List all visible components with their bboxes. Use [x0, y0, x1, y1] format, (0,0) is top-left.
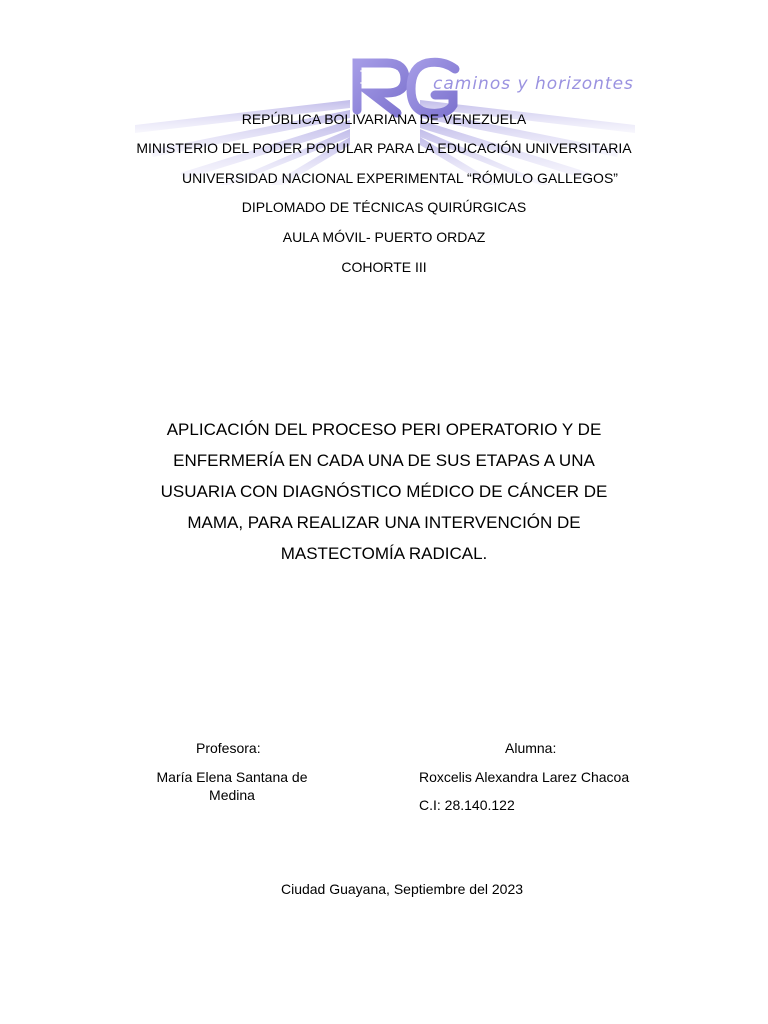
- title-line: APLICACIÓN DEL PROCESO PERI OPERATORIO Y DE: [166, 420, 602, 439]
- place-date: Ciudad Guayana, Septiembre del 2023: [280, 881, 524, 897]
- title-line: MASTECTOMÍA RADICAL.: [280, 544, 488, 563]
- header-country: REPÚBLICA BOLIVARIANA DE VENEZUELA: [241, 111, 527, 127]
- header-cohort: COHORTE III: [341, 259, 427, 275]
- title-line: USUARIA CON DIAGNÓSTICO MÉDICO DE CÁNCER DE: [160, 482, 608, 501]
- professor-name-line2: Medina: [209, 787, 255, 803]
- professor-name-line1: María Elena Santana de: [156, 769, 308, 785]
- header-classroom: AULA MÓVIL- PUERTO ORDAZ: [282, 229, 486, 245]
- professor-name: [132, 768, 332, 804]
- document-title: [160, 414, 608, 569]
- header-university: UNIVERSIDAD NACIONAL EXPERIMENTAL “RÓMULO GALLEGOS”: [182, 170, 618, 186]
- student-id: C.I: 28.140.122: [419, 797, 515, 813]
- header-ministry: MINISTERIO DEL PODER POPULAR PARA LA EDUCACIÓN UNIVERSITARIA: [136, 140, 632, 156]
- title-line: ENFERMERÍA EN CADA UNA DE SUS ETAPAS A UNA: [173, 451, 595, 470]
- header-program: DIPLOMADO DE TÉCNICAS QUIRÚRGICAS: [241, 199, 527, 215]
- title-line: MAMA, PARA REALIZAR UNA INTERVENCIÓN DE: [187, 513, 581, 532]
- student-label: Alumna:: [505, 740, 557, 756]
- professor-label: Profesora:: [196, 740, 261, 756]
- logo-text: caminos y horizontes: [433, 74, 634, 94]
- student-name: Roxcelis Alexandra Larez Chacoa: [419, 769, 630, 785]
